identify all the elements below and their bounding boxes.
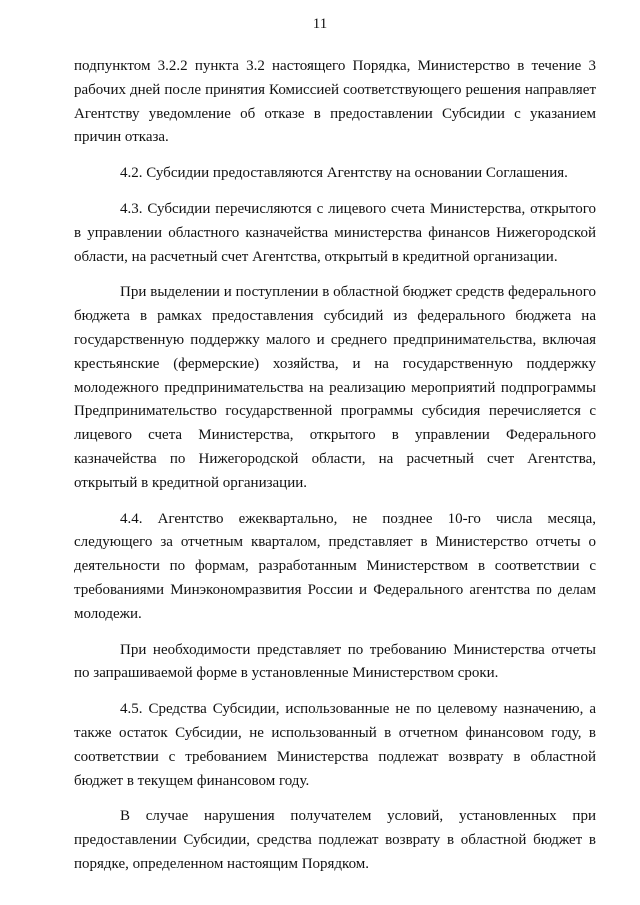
paragraph-continuation: подпунктом 3.2.2 пункта 3.2 настоящего Порядка, Министерство в течение 3 рабочих дней после принятия Комиссией соответствующего решения направляет Агентству уведомление об отказе в предоставлении Субсидии с указанием причин отказа. <box>74 58 596 146</box>
paragraph-4-2: 4.2. Субсидии предоставляются Агентству на основании Соглашения. <box>120 165 568 182</box>
paragraph-4-3: 4.3. Субсидии перечисляются с лицевого счета Министерства, открытого в управлении областного казначейства министерства финансов Нижегородской области, на расчетный счет Агентства, открытый в кредитной организации. <box>74 200 596 265</box>
paragraph-reports: При необходимости представляет по требованию Министерства отчеты по запрашиваемой форме в установленные Министерством сроки. <box>74 641 596 682</box>
paragraph-federal-budget: При выделении и поступлении в областной бюджет средств федерального бюджета в рамках предоставления субсидий из федерального бюджета на государственную поддержку малого и среднего предпринимательства, включая крестьянские (фермерские) хозяйства, и на государственную поддержку молодежного предпринимательства на реализацию мероприятий подпрограммы Предпринимательство государственной программы субсидия перечисляется с лицевого счета Министерства, открытого в управлении Федерального казначейства по Нижегородской области, на расчетный счет Агентства, открытый в кредитной организации. <box>74 284 596 491</box>
paragraph-4-5: 4.5. Средства Субсидии, использованные не по целевому назначению, а также остаток Субсидии, не использованный в отчетном финансовом году, в соответствии с требованием Министерства подлежат возврату в областной бюджет в текущем финансовом году. <box>74 701 596 789</box>
paragraph-4-4: 4.4. Агентство ежеквартально, не позднее 10-го числа месяца, следующего за отчетным кварталом, представляет в Министерство отчеты о деятельности по формам, разработанным Министерством в соответствии с требованиями Минэкономразвития России и Федерального агентства по делам молодежи. <box>74 510 596 622</box>
document-body <box>74 55 596 889</box>
page-number: 11 <box>312 16 328 32</box>
paragraph-violation: В случае нарушения получателем условий, установленных при предоставлении Субсидии, средства подлежат возврату в областной бюджет в порядке, определенном настоящим Порядком. <box>74 808 596 872</box>
